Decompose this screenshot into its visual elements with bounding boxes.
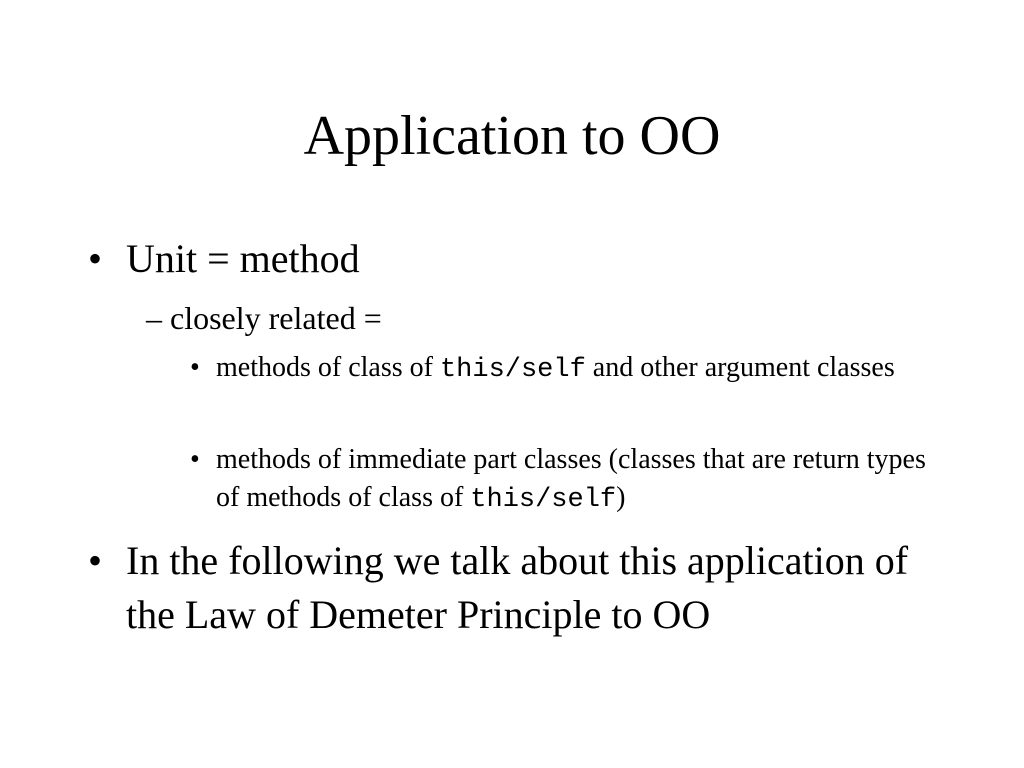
bullet-following [88, 534, 948, 642]
sub-sub-bullet-part-classes [190, 441, 930, 519]
bullet-marker: • [88, 236, 103, 281]
sub-sub-bullet-class-methods [190, 349, 930, 389]
text-part: and other argument classes [585, 352, 895, 383]
code-this-self: this/self [439, 355, 586, 385]
slide-title: Application to OO [303, 105, 721, 167]
bullet-text: In the following we talk about this application of the Law of Demeter Principle to OO [126, 538, 909, 637]
code-this-self: this/self [470, 485, 617, 515]
bullet-unit-method [88, 232, 948, 286]
sub-sub-bullet-text [216, 349, 930, 389]
sub-bullet-text: closely related = [170, 300, 382, 336]
bullet-marker: • [88, 538, 103, 583]
text-part: ) [616, 482, 626, 513]
sub-sub-bullet-text [216, 441, 930, 519]
sub-sub-bullet-marker: • [190, 352, 200, 383]
text-part: methods of immediate part classes (classes that are return types of methods of class of [216, 444, 926, 513]
sub-bullet-marker: – [146, 300, 162, 336]
bullet-text: Unit = method [126, 236, 360, 281]
sub-sub-bullet-marker: • [190, 444, 200, 475]
sub-bullet-closely-related [146, 298, 946, 338]
text-part: methods of class of [216, 352, 440, 383]
